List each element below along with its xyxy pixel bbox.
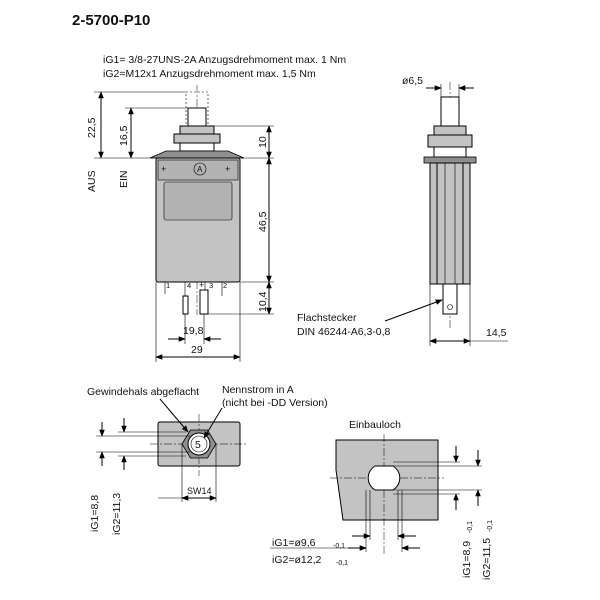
- front-terminal-2: 2: [223, 281, 228, 290]
- note-ig1: iG1= 3/8-27UNS-2A Anzugsdrehmoment max. 1 Nm: [103, 54, 347, 66]
- cutout-ig2-h: iG2=11,5: [481, 537, 493, 580]
- top-view: [87, 384, 328, 535]
- front-plus-bottom: +: [199, 280, 205, 290]
- front-plus-left: +: [161, 164, 167, 174]
- label-nennstrom-2: (nicht bei -DD Version): [222, 397, 328, 409]
- cutout-ig1-tol: -0,1: [333, 543, 346, 550]
- dim-22-5: 22,5: [86, 117, 98, 138]
- dim-19-8: 19,8: [183, 325, 204, 337]
- dim-10-4: 10,4: [257, 291, 269, 312]
- label-ein: EIN: [118, 170, 130, 188]
- note-ig2: iG2=M12x1 Anzugsdrehmoment max. 1,5 Nm: [103, 68, 316, 80]
- dim-10: 10: [257, 136, 269, 148]
- front-a-mark: A: [197, 165, 203, 174]
- front-terminal-3: 3: [209, 281, 214, 290]
- cutout-ig2-h-tol: -0,1: [487, 519, 494, 532]
- flachstecker-din: DIN 46244-A6,3-0,8: [297, 326, 391, 338]
- dim-dia-6-5: ø6,5: [402, 75, 424, 87]
- side-view: [297, 75, 508, 346]
- cutout-ig1-h-tol: -0,1: [467, 520, 474, 533]
- label-einbauloch: Einbauloch: [349, 419, 401, 431]
- dim-14-5: 14,5: [486, 327, 507, 339]
- label-aus: AUS: [86, 170, 98, 192]
- label-nennstrom-1: Nennstrom in A: [222, 384, 294, 396]
- dim-ig1-vert: iG1=8,8: [89, 494, 101, 532]
- dim-sw14: SW14: [187, 486, 212, 496]
- cutout-ig2-dia: iG2=ø12,2: [272, 554, 322, 566]
- front-plus-right: +: [225, 164, 231, 174]
- front-terminal-1: 1: [166, 281, 171, 290]
- dim-29: 29: [191, 344, 203, 356]
- cutout-ig1-dia: iG1=ø9,6: [272, 537, 316, 549]
- flachstecker-label: Flachstecker: [297, 312, 357, 324]
- front-terminal-4: 4: [187, 281, 192, 290]
- dim-46-5: 46,5: [257, 211, 269, 232]
- cutout-ig1-h: iG1=8,9: [461, 540, 473, 578]
- front-view: [86, 85, 274, 362]
- label-gewindehals: Gewindehals abgeflacht: [87, 386, 200, 398]
- dim-ig2-vert: iG2=11,3: [111, 492, 123, 535]
- drawing-title: 2-5700-P10: [72, 12, 151, 29]
- dim-16-5: 16,5: [118, 125, 130, 146]
- cutout-view: [270, 419, 494, 580]
- cutout-ig2-tol: -0,1: [336, 560, 349, 567]
- nennstrom-value: 5: [195, 439, 201, 451]
